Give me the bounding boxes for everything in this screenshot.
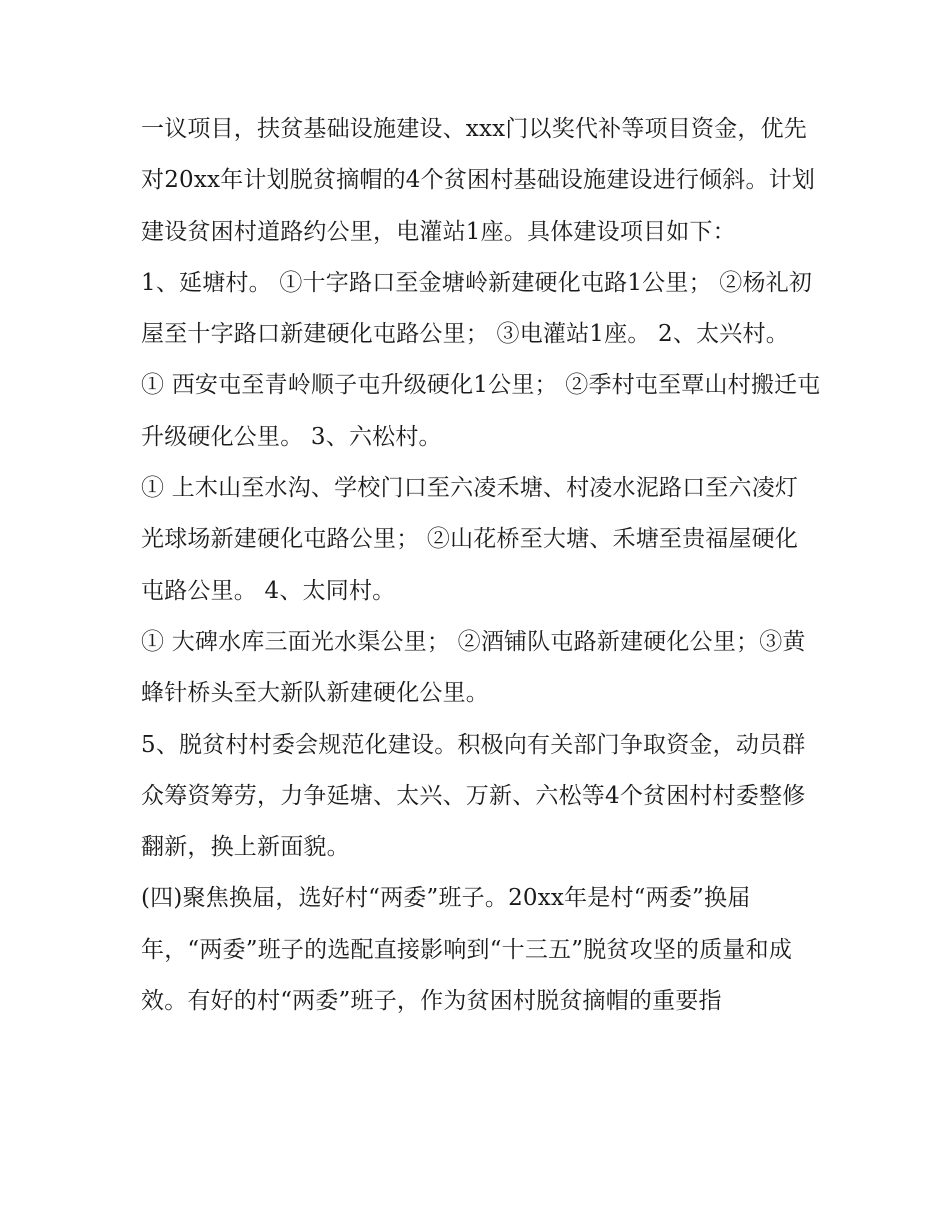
paragraph-liusong-village: ① 上木山至水沟、学校门口至六凌禾塘、村凌水泥路口至六凌灯光球场新建硬化屯路公里； ②山花桥至大塘、禾塘至贵福屋硬化屯路公里。 4、太同村。 bbox=[141, 475, 799, 604]
paragraph-yantang-village: 1、延塘村。 ①十字路口至金塘岭新建硬化屯路1公里； ②杨礼初屋至十字路口新建硬化屯路公里； ③电灌站1座。 2、太兴村。 bbox=[141, 269, 813, 348]
paragraph-village-committee: 5、脱贫村村委会规范化建设。积极向有关部门争取资金，动员群众筹资筹劳，力争延塘、太兴、万新、六松等4个贫困村村委整修翻新，换上新面貌。 bbox=[141, 731, 806, 861]
paragraph-project-funding: 一议项目，扶贫基础设施建设、xxx门以奖代补等项目资金，优先对20xx年计划脱贫摘帽的4个贫困村基础设施建设进行倾斜。计划建设贫困村道路约公里，电灌站1座。具体建设项目如下： bbox=[141, 116, 816, 245]
paragraph-taixing-village: ① 西安屯至青岭顺子屯升级硬化1公里； ②季村屯至覃山村搬迁屯升级硬化公里。 3、六松村。 bbox=[141, 372, 821, 450]
paragraph-taitong-village: ① 大碑水库三面光水渠公里； ②酒铺队屯路新建硬化公里；③黄蜂针桥头至大新队新建硬化公里。 bbox=[141, 628, 806, 707]
document-body bbox=[141, 104, 821, 1027]
paragraph-election: (四)聚焦换届，选好村“两委”班子。20xx年是村“两委”换届年，“两委”班子的选配直接影响到“十三五”脱贫攻坚的质量和成效。有好的村“两委”班子，作为贫困村脱贫摘帽的重要指 bbox=[141, 885, 793, 1015]
